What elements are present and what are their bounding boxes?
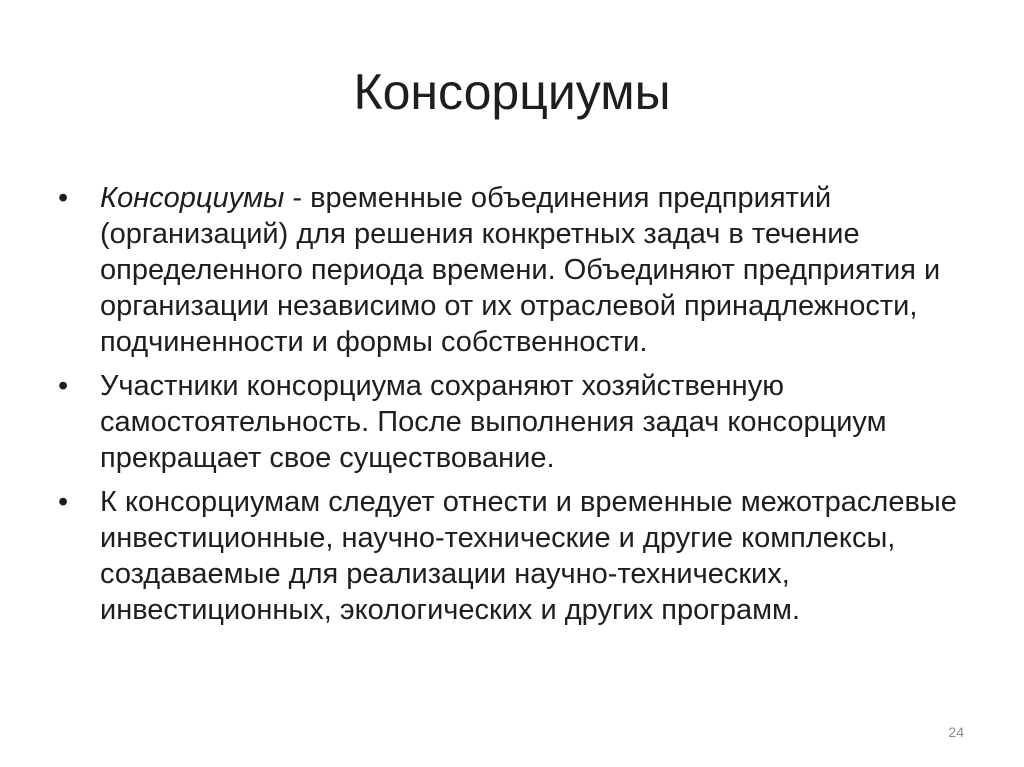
bullet-text: Участники консорциума сохраняют хозяйственную самостоятельность. После выполнения задач консорциум прекращает свое существование. [100, 370, 887, 474]
bullet-list [58, 180, 978, 636]
page-number: 24 [948, 724, 964, 740]
bullet-dot-icon: • [58, 182, 69, 214]
bullet-item [58, 368, 978, 476]
bullet-dot-icon: • [58, 486, 69, 518]
bullet-item [58, 484, 978, 628]
bullet-term: Консорциумы [100, 182, 285, 214]
bullet-dot-icon: • [58, 370, 69, 402]
slide-title: Консорциумы [353, 64, 671, 120]
bullet-text: - временные объединения предприятий (организаций) для решения конкретных задач в течение определенного периода времени. Объединяют предприятия и организации независимо от их отраслевой принадлежности, подчиненности и формы собственности. [100, 182, 941, 358]
bullet-item [58, 180, 978, 360]
bullet-text: К консорциумам следует отнести и временные межотраслевые инвестиционные, научно-технические и другие комплексы, создаваемые для реализации научно-технических, инвестиционных, экологических и других программ. [100, 486, 957, 626]
